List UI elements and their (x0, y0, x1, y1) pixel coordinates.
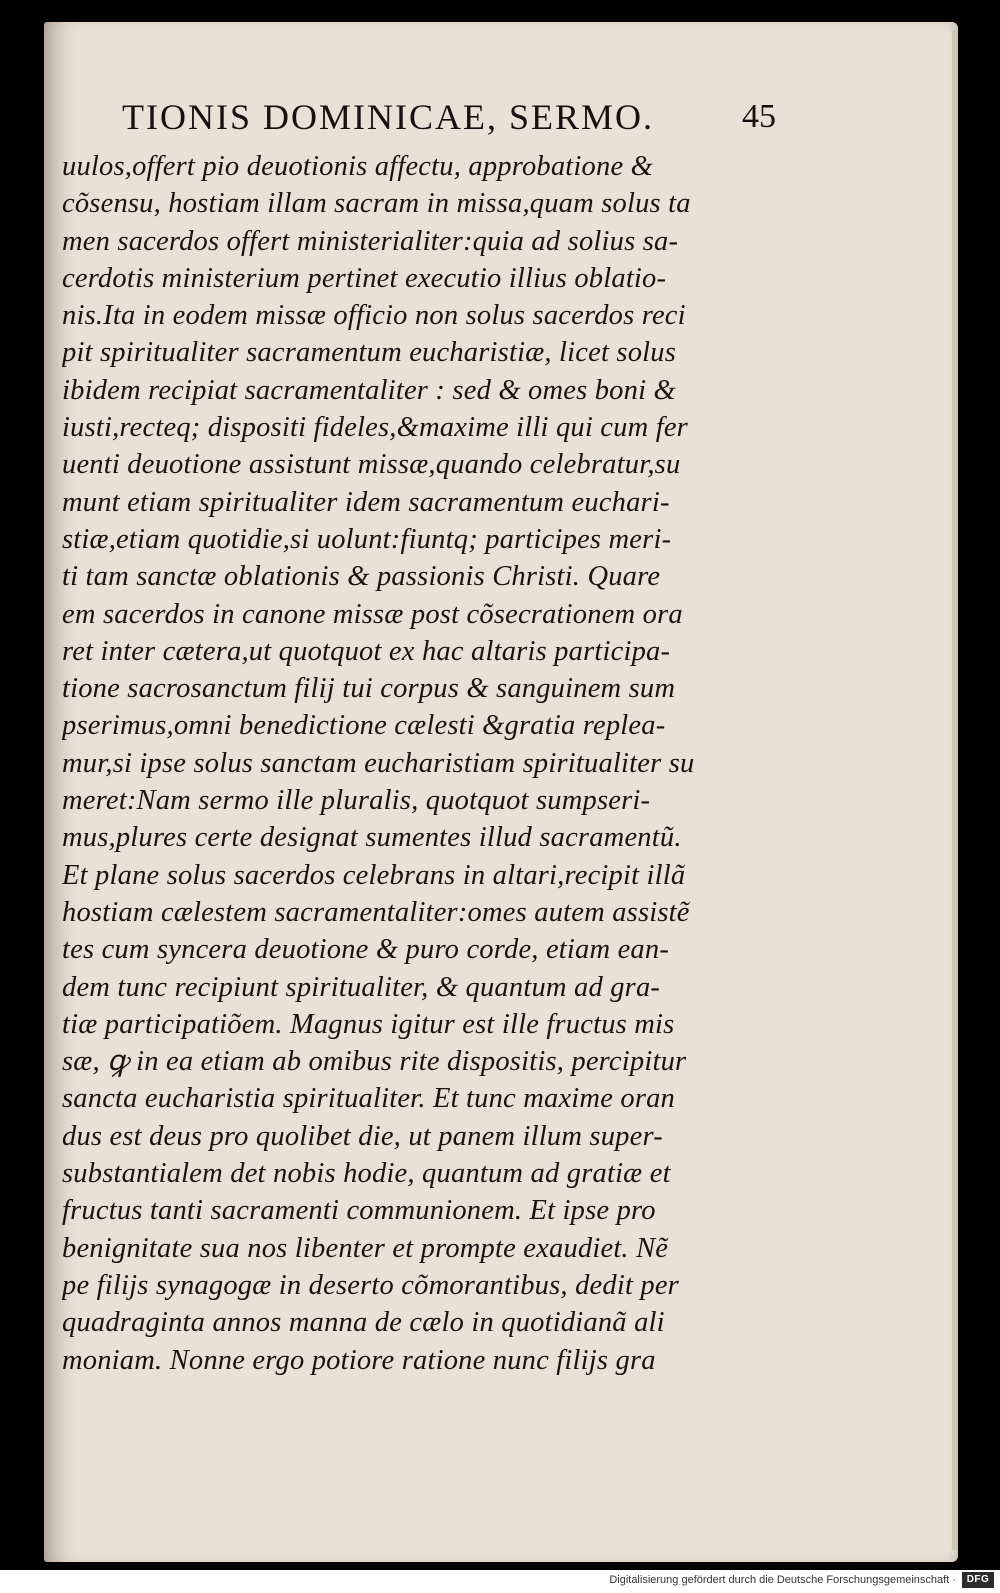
text-line: munt etiam spiritualiter idem sacramentum euchari- (62, 486, 670, 518)
text-line: tes cum syncera deuotione & puro corde, etiam ean- (62, 934, 670, 966)
page-number: 45 (742, 98, 776, 135)
text-line: substantialem det nobis hodie, quantum ad gratiæ et (62, 1158, 671, 1190)
digitization-credit: Digitalisierung gefördert durch die Deutsche Forschungsgemeinschaft · (609, 1574, 956, 1586)
text-line: fructus tanti sacramenti communionem. Et ipse pro (62, 1195, 656, 1227)
text-line: moniam. Nonne ergo potiore ratione nunc filijs gra (62, 1344, 656, 1376)
text-line: dus est deus pro quolibet die, ut panem illum super- (62, 1120, 663, 1152)
text-line: em sacerdos in canone missæ post cõsecrationem ora (62, 598, 683, 630)
text-line: iusti,recteq; dispositi fideles,&maxime illi qui cum fer (62, 412, 688, 444)
text-line: quadraginta annos manna de cælo in quotidianã ali (62, 1307, 665, 1339)
text-line: hostiam cælestem sacramentaliter:omes autem assistẽ (62, 896, 690, 928)
text-line: tiæ participatiõem. Magnus igitur est ille fructus mis (62, 1008, 675, 1040)
text-line: pit spiritualiter sacramentum eucharistiæ, licet solus (62, 337, 677, 369)
dfg-logo: DFG (962, 1572, 994, 1588)
text-line: ti tam sanctæ oblationis & passionis Christi. Quare (62, 561, 661, 593)
text-line: nis.Ita in eodem missæ officio non solus sacerdos reci (62, 300, 686, 332)
body-text (62, 148, 822, 1379)
text-line: uenti deuotione assistunt missæ,quando celebratur,su (62, 449, 681, 481)
text-line: benignitate sua nos libenter et prompte exaudiet. Nẽ (62, 1232, 669, 1264)
text-line: tione sacrosanctum filij tui corpus & sanguinem sum (62, 673, 676, 705)
text-line: men sacerdos offert ministerialiter:quia ad solius sa- (62, 225, 679, 257)
text-line: cõsensu, hostiam illam sacram in missa,quam solus ta (62, 188, 691, 220)
text-line: Et plane solus sacerdos celebrans in altari,recipit illã (62, 859, 686, 891)
text-line: mus,plures certe designat sumentes illud sacramentũ. (62, 822, 682, 854)
text-line: meret:Nam sermo ille pluralis, quotquot sumpseri- (62, 785, 651, 817)
text-line: stiæ,etiam quotidie,si uolunt:fiuntq; participes meri- (62, 523, 672, 555)
text-line: uulos,offert pio deuotionis affectu, approbatione & (62, 151, 653, 182)
text-line: sancta eucharistia spiritualiter. Et tunc maxime oran (62, 1083, 676, 1115)
text-line: dem tunc recipiunt spiritualiter, & quantum ad gra- (62, 971, 661, 1003)
text-line: mur,si ipse solus sanctam eucharistiam spiritualiter su (62, 747, 695, 779)
text-line: pserimus,omni benedictione cælesti &gratia repleа- (62, 710, 666, 742)
text-line: ret inter cætera,ut quotquot ex hac altaris participa- (62, 635, 671, 667)
text-line: cerdotis ministerium pertinet executio illius oblatio- (62, 262, 667, 294)
text-line: sæ, ꝙ in ea etiam ab omibus rite dispositis, percipitur (62, 1046, 687, 1078)
text-line: pe filijs synagogæ in deserto cõmorantibus, dedit per (62, 1269, 679, 1301)
text-line: ibidem recipiat sacramentaliter : sed & omes boni & (62, 374, 676, 406)
running-head: TIONIS DOMINICAE, SERMO. (122, 97, 654, 137)
page-edge (952, 30, 958, 1550)
